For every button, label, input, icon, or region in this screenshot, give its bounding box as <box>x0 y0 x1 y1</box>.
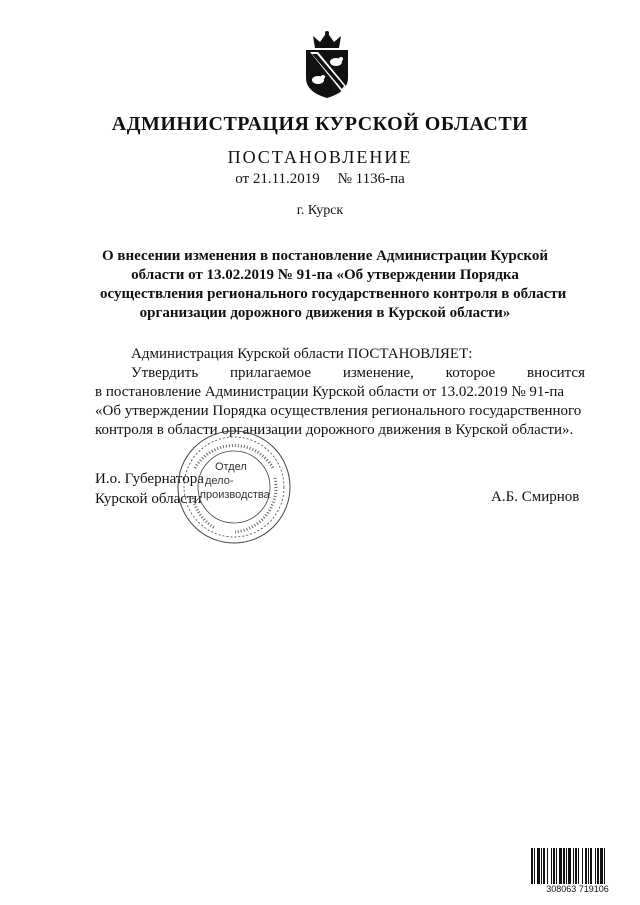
barcode-bar <box>537 848 540 884</box>
barcode-bar <box>578 848 579 884</box>
stamp-line: Отдел <box>215 461 247 473</box>
stamp-text <box>200 460 270 502</box>
barcode-bar <box>556 848 557 884</box>
body-word: изменение, <box>342 365 414 381</box>
document-subject <box>100 247 567 323</box>
city: г. Курск <box>296 203 344 218</box>
body-word: Утвердить <box>131 365 199 381</box>
signatory-position-line: Курской области <box>95 491 202 507</box>
body-first-line <box>95 364 585 383</box>
body-line: контроля в области организации дорожного движения в Курской области». <box>95 422 574 438</box>
barcode-bar <box>568 848 571 884</box>
barcode-bar <box>585 848 587 884</box>
organization-title: АДМИНИСТРАЦИЯ КУРСКОЙ ОБЛАСТИ <box>111 113 529 135</box>
barcode-bar <box>595 848 596 884</box>
stamp-line: производства <box>200 489 270 501</box>
subject-line: О внесении изменения в постановление Администрации Курской <box>102 248 548 264</box>
body-line: «Об утверждении Порядка осуществления регионального государственного <box>95 403 582 419</box>
barcode-bar <box>573 848 574 884</box>
barcode-bar <box>547 848 548 884</box>
document-body <box>95 345 585 440</box>
barcode-bar <box>597 848 599 884</box>
document-date-number <box>0 171 640 188</box>
body-word: прилагаемое <box>230 365 311 381</box>
barcode-bar <box>543 848 545 884</box>
barcode-bar <box>551 848 552 884</box>
body-word: вносится <box>527 365 585 381</box>
signatory-name: А.Б. Смирнов <box>491 489 580 505</box>
barcode-bar <box>582 848 583 884</box>
barcode-bar <box>604 848 605 884</box>
barcode-bar <box>590 848 592 884</box>
barcode-number: 308063 719106 <box>530 884 625 894</box>
coat-of-arms-icon <box>300 30 354 100</box>
signatory-position-line: И.о. Губернатора <box>95 471 204 487</box>
subject-line: области от 13.02.2019 № 91-па «Об утверждении Порядка <box>131 267 519 283</box>
document-type: ПОСТАНОВЛЕНИЕ <box>227 147 413 167</box>
barcode-bar <box>559 848 562 884</box>
stamp-line: дело- <box>205 475 234 487</box>
document-number: № 1136-па <box>337 171 405 187</box>
barcode-bar <box>566 848 567 884</box>
body-intro: Администрация Курской области ПОСТАНОВЛЯЕТ: <box>131 346 473 362</box>
barcode-bar <box>588 848 589 884</box>
barcode-bar <box>600 848 603 884</box>
barcode-bar <box>563 848 565 884</box>
subject-line: осуществления регионального государственного контроля в области <box>100 286 567 302</box>
body-line: в постановление Администрации Курской области от 13.02.2019 № 91-па <box>95 384 565 400</box>
barcode-bar <box>541 848 542 884</box>
barcode-bar <box>534 848 535 884</box>
body-word: которое <box>445 365 496 381</box>
document-date: от 21.11.2019 <box>235 171 320 187</box>
subject-line: организации дорожного движения в Курской области» <box>139 305 511 321</box>
barcode-bar <box>575 848 577 884</box>
barcode-bar <box>531 848 533 884</box>
barcode-bar <box>553 848 555 884</box>
